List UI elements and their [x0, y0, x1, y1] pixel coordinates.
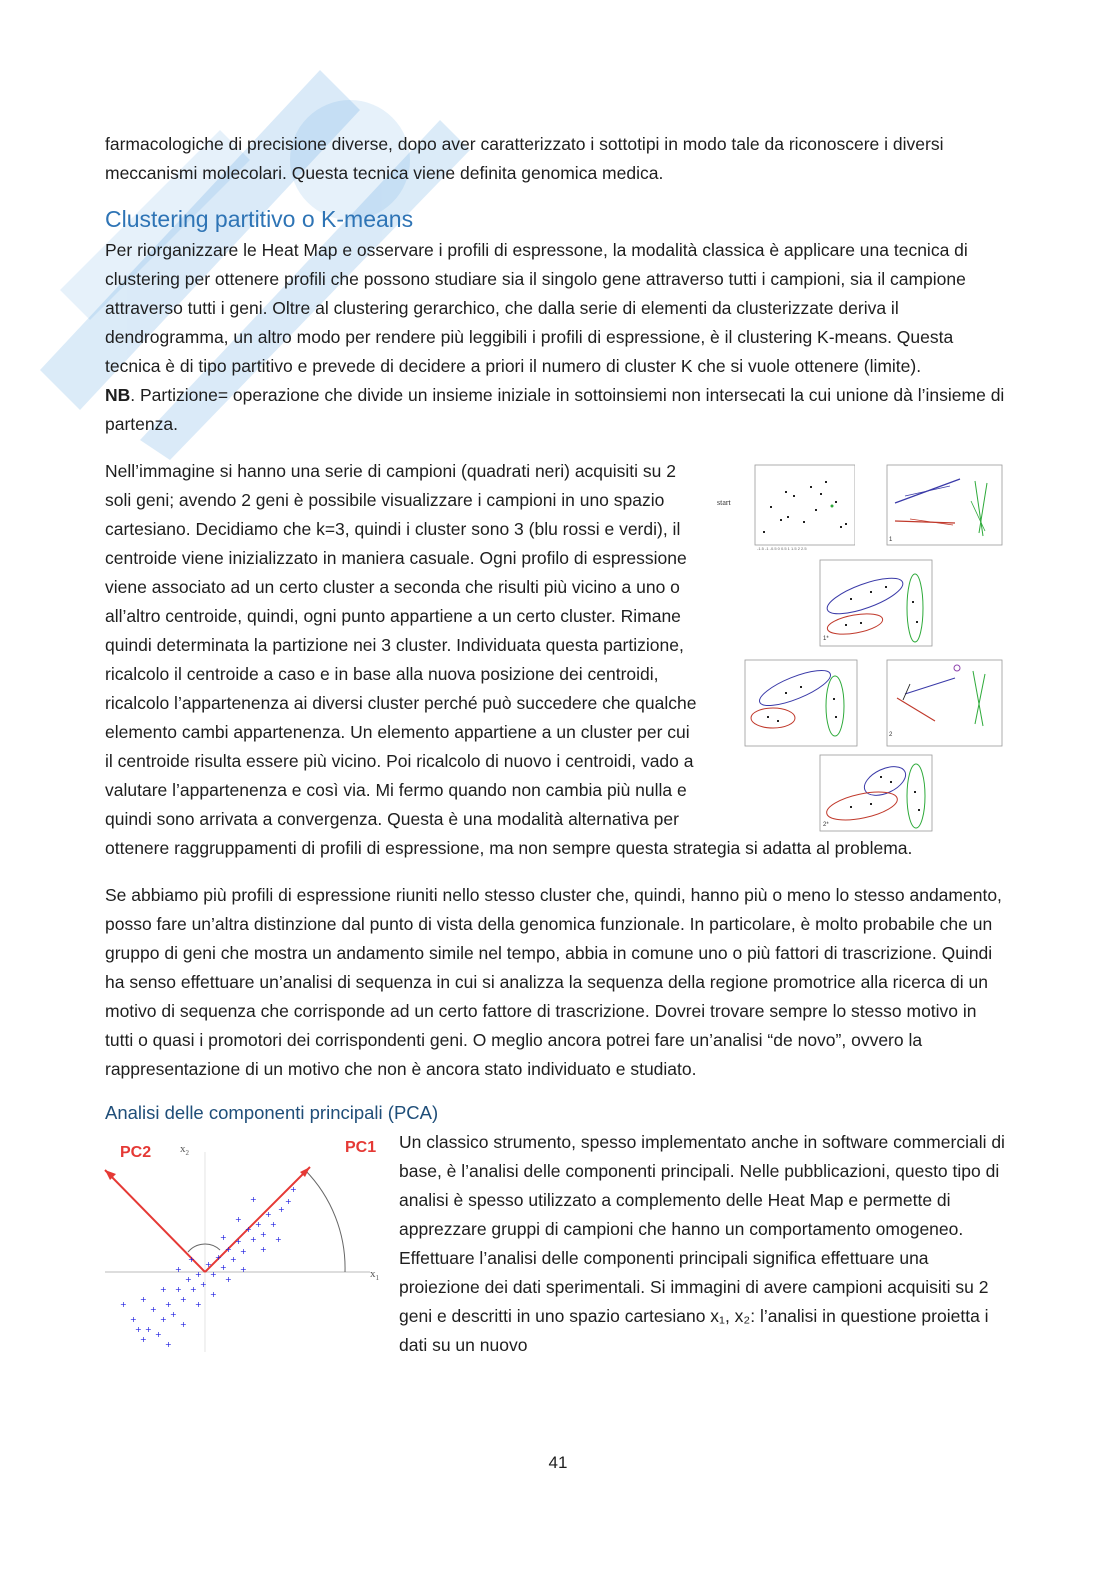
step-label-1: 1 — [889, 537, 893, 543]
svg-text:+: + — [190, 1285, 197, 1294]
svg-text:+: + — [175, 1285, 182, 1294]
kmeans-paragraph: Per riorganizzare le Heat Map e osservare i profili di espressone, la modalità classica è applicare una tecnica di clustering per ottenere profili che possono studiare sia il singolo gene attraverso tutti i campioni, sia il campione attraverso tutti i geni. Oltre al clustering gerarchico, che dalla serie di elementi da clusterizzate deriva il dendrogramma, un altro modo per rendere più leggibili i profili di espressione, è il clustering K-means. Questa tecnica è di tipo partitivo e prevede di decidere a priori il numero di cluster K che si vuole ottenere (limite). — [105, 240, 968, 376]
svg-text:+: + — [180, 1320, 187, 1329]
svg-text:+: + — [120, 1300, 127, 1309]
svg-text:+: + — [165, 1300, 172, 1309]
svg-text:+: + — [210, 1270, 217, 1279]
kmeans-image-paragraph: Nell’immagine si hanno una serie di campioni (quadrati neri) acquisiti su 2 soli geni; avendo 2 geni è possibile visualizzare i campioni in uno spazio cartesiano. Decidiamo che k=3, quindi i cluster sono 3 (blu rossi e verdi), il centroide viene inizializzato in maniera casuale. Ogni profilo di espressione viene associato ad un certo cluster a seconda che risulti più vicino a uno o all’altro centroide, quindi, ogni punto appartiene a un certo cluster. Rimane quindi determinata la partizione nei 3 cluster. Individuata questa partizione, ricalcolo il centroide a caso e in base alla nuova posizione dei centroidi, ricalcolo l’appartenenza ai diversi cluster perché può succedere che qualche elemento cambi appartenenza. Un elemento appartiene a un cluster per cui il centroide risulta essere più vicino. Poi ricalcolo di nuovo i centroidi, vado a valutare l’appartenenza e così via. Mi fermo quando non cambia più nulla e quindi sono arrivata a convergenza. Questa è una modalità alternativa per ottenere raggruppamenti di profili di espressione, ma non sempre questa strategia si adatta al problema. — [105, 461, 913, 858]
pca-data-points — [120, 1185, 297, 1349]
pca-figure — [100, 1132, 385, 1357]
nb-label: NB — [105, 385, 131, 405]
svg-text:+: + — [250, 1235, 257, 1244]
svg-text:+: + — [210, 1290, 217, 1299]
start-label: start — [717, 498, 731, 507]
pc2-label: PC2 — [120, 1144, 152, 1161]
svg-text:+: + — [200, 1280, 207, 1289]
svg-text:+: + — [290, 1185, 297, 1194]
svg-text:+: + — [135, 1325, 142, 1334]
svg-text:+: + — [240, 1265, 247, 1274]
svg-text:+: + — [220, 1263, 227, 1272]
kmeans-panel-final — [790, 751, 935, 836]
svg-text:+: + — [278, 1205, 285, 1214]
pc1-label: PC1 — [345, 1139, 377, 1156]
svg-text:+: + — [140, 1335, 147, 1344]
svg-text:+: + — [270, 1220, 277, 1229]
svg-text:+: + — [165, 1340, 172, 1349]
svg-text:-1.5 -1 -0.5 0 0.5 1 1.5 2 2.5: -1.5 -1 -0.5 0 0.5 1 1.5 2 2.5 — [757, 546, 807, 551]
nb-text: . Partizione= operazione che divide un insieme iniziale in sottoinsiemi non intersecati la cui unione dà l’insieme di partenza. — [105, 385, 1005, 434]
pca-heading: Analisi delle componenti principali (PCA) — [105, 1102, 439, 1123]
svg-text:+: + — [275, 1235, 282, 1244]
nb-paragraph — [105, 381, 1005, 439]
svg-text:+: + — [260, 1245, 267, 1254]
svg-text:+: + — [245, 1225, 252, 1234]
svg-text:+: + — [285, 1197, 292, 1206]
svg-text:+: + — [240, 1247, 247, 1256]
svg-text:+: + — [180, 1295, 187, 1304]
svg-text:+: + — [175, 1265, 182, 1274]
svg-text:+: + — [225, 1245, 232, 1254]
kmeans-figure — [715, 461, 1010, 831]
kmeans-panel-step1 — [875, 461, 1005, 551]
svg-text:+: + — [160, 1315, 167, 1324]
svg-text:+: + — [130, 1315, 137, 1324]
kmeans-heading: Clustering partitivo o K-means — [105, 206, 414, 232]
kmeans-panel-step1-star — [790, 556, 935, 651]
svg-text:+: + — [235, 1215, 242, 1224]
pca-paragraph: Un classico strumento, spesso implementato anche in software commerciali di base, è l’analisi delle componenti principali. Nelle pubblicazioni, questo tipo di analisi è spesso utilizzato a complemento delle Heat Map e permette di apprezzare gruppi di campioni che hanno un comportamento omogeneo. Effettuare l’analisi delle componenti principali significa effettuare una proiezione dei dati sperimentali. Si immagini di avere campioni acquisiti su 2 geni e descritti in uno spazio cartesiano x₁, x₂: l’analisi in questione proietta i dati su un nuovo — [399, 1132, 1005, 1355]
kmeans-panel-start — [715, 461, 855, 551]
step-label-2: 2 — [889, 732, 893, 738]
svg-text:+: + — [215, 1253, 222, 1262]
x1-axis-label: $x_1$ — [370, 1268, 379, 1282]
kmeans-panel-step2 — [875, 656, 1005, 751]
svg-text:+: + — [235, 1237, 242, 1246]
step-label-2-star: 2* — [823, 822, 829, 828]
svg-text:+: + — [185, 1275, 192, 1284]
svg-text:+: + — [145, 1325, 152, 1334]
intro-paragraph: farmacologiche di precisione diverse, dopo aver caratterizzato i sottotipi in modo tale da riconoscere i diversi meccanismi molecolari. Questa tecnica viene definita genomica medica. — [105, 134, 944, 183]
page-number: 41 — [548, 1453, 568, 1472]
step-label-1-star: 1* — [823, 636, 829, 642]
svg-text:+: + — [170, 1310, 177, 1319]
svg-text:+: + — [265, 1210, 272, 1219]
svg-text:+: + — [205, 1260, 212, 1269]
svg-text:+: + — [195, 1300, 202, 1309]
svg-text:+: + — [225, 1275, 232, 1284]
svg-text:+: + — [155, 1330, 162, 1339]
svg-text:+: + — [140, 1295, 147, 1304]
svg-text:+: + — [250, 1195, 257, 1204]
document-body — [105, 130, 1005, 1360]
svg-text:+: + — [220, 1233, 227, 1242]
svg-text:+: + — [260, 1230, 267, 1239]
kmeans-panel-step2-star — [715, 656, 860, 751]
svg-text:+: + — [188, 1255, 195, 1264]
svg-text:+: + — [230, 1255, 237, 1264]
svg-text:+: + — [195, 1270, 202, 1279]
svg-text:+: + — [160, 1285, 167, 1294]
functional-genomics-paragraph: Se abbiamo più profili di espressione riuniti nello stesso cluster che, quindi, hanno più o meno lo stesso andamento, posso fare un’altra distinzione dal punto di vista della genomica funzionale. In particolare, è molto probabile che un gruppo di geni che mostra un andamento simile nel tempo, abbia in comune uno o più fattori di trascrizione. Quindi ha senso effettuare un’analisi di sequenza in cui si analizza la sequenza della regione promotrice alla ricerca di un motivo di sequenza che corrisponde ad un certo fattore di trascrizione. Dovrei trovare sempre lo stesso motivo in tutti o quasi i promotori dei corrispondenti geni. O meglio ancora potrei fare un’analisi “de novo”, ovvero la rappresentazione di un motivo che non è ancora stato individuato e studiato. — [105, 885, 1002, 1079]
svg-text:+: + — [150, 1305, 157, 1314]
x2-axis-label: $x_2$ — [180, 1143, 189, 1157]
svg-text:+: + — [255, 1220, 262, 1229]
